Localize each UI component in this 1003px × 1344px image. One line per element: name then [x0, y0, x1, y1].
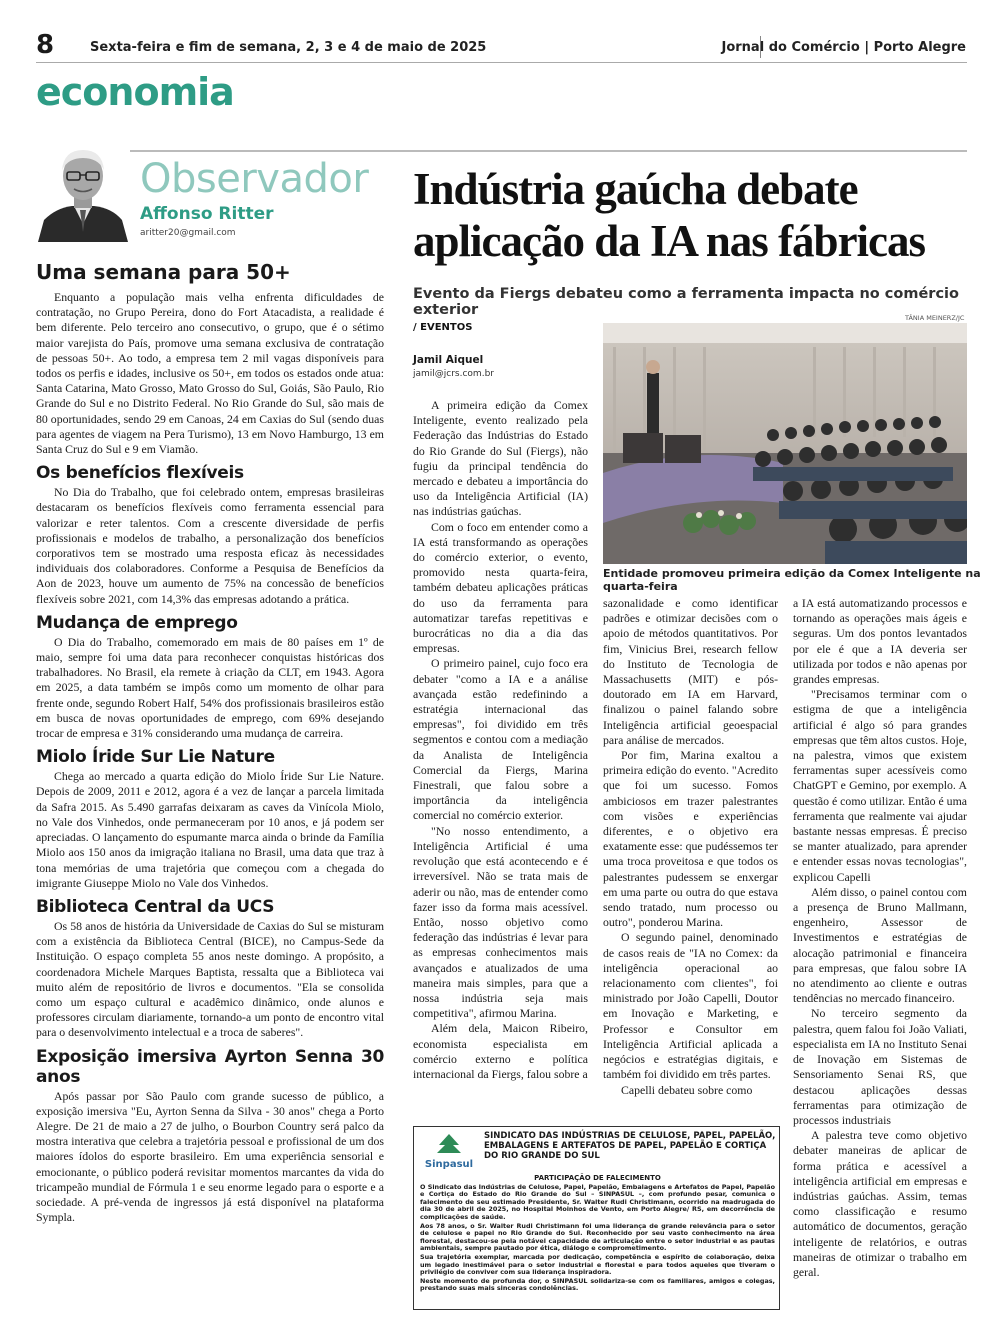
- section-title: economia: [36, 70, 234, 114]
- article-headline: Indústria gaúcha debate aplicação da IA nas fábricas: [413, 164, 926, 266]
- note-text: Os 58 anos de história da Universidade de Caxias do Sul se misturam com a existência da Biblioteca Central (BICE), no Campus-Sede da Instituição. O espaço completa 55 anos neste domingo. A propósito, a coordenadora Michele Marques Baptista, ressalta que a Biblioteca vai muito além de repositório de livros e documentos. "Ela se consolida como um espaço cultural e acadêmico dinâmico, onde alunos e professores circulam diariamente, tornando-a um ponto de encontro vital para o desenvolvimento intelectual e a troca de saberes".: [36, 918, 384, 1040]
- ad-subtitle: PARTICIPAÇÃO DE FALECIMENTO: [534, 1174, 661, 1182]
- sinpasul-logo: [420, 1133, 478, 1170]
- ad-body: [420, 1175, 775, 1294]
- photo-caption: Entidade promoveu primeira edição da Comex Inteligente na quarta-feira: [603, 567, 981, 593]
- article-paragraph: "No nosso entendimento, a Inteligência Artificial é uma revolução que está acontecendo e é irreversível. Não se trata mais de aderir ou não, mas de entender como fazer isso da forma mais acessível. Então, nosso objetivo como federação das indústrias é levar para as empresas conhecimentos mais avançados e atualizados de uma maneira mais simples, para que a nossa indústria seja mais competitiva", afirmou Marina.: [413, 823, 588, 1021]
- note-heading: Exposição imersiva Ayrton Senna 30 anos: [36, 1046, 384, 1087]
- article-tag[interactable]: / EVENTOS: [413, 322, 473, 333]
- article-paragraph: A palestra teve como objetivo debater maneiras de aplicar de forma prática e acessível a inteligência artificial em empresas e indústrias gaúchas. Assim, temas como classificação e resumo automático de documentos, geração inteligente de relatórios, e outras maneiras de otimizar o trabalho em geral.: [793, 1128, 967, 1279]
- column-heading: Uma semana para 50+: [36, 260, 291, 284]
- photo-credit: TÂNIA MEINERZ/JC: [905, 314, 965, 322]
- header-rule: [36, 62, 967, 63]
- columnist-name: Affonso Ritter: [140, 204, 274, 224]
- note-text: Após passar por São Paulo com grande sucesso de público, a exposição imersiva "Eu, Ayrton Senna da Silva - 30 anos" chega a Porto Alegre. De 21 de maio a 27 de julho, o Bourbon Country será palco da mostra interativa que celebra a trajetória pessoal e profissional de um dos maiores ídolos do esporte brasileiro. Em uma experiência sensorial e emocionante, o público poderá revisitar momentos marcantes da vida do tricampeão mundial de Fórmula 1 e seu enorme legado para o esporte e a sociedade. A pré-venda de ingressos já está disponível na plataforma Sympla.: [36, 1088, 384, 1225]
- note-heading: Os benefícios flexíveis: [36, 463, 244, 484]
- article-paragraph: Capelli debateu sobre como: [621, 1082, 753, 1097]
- column-body: [36, 260, 384, 1225]
- column-intro: Enquanto a população mais velha enfrenta dificuldades de contratação, no Grupo Pereira, dono do Fort Atacadista, a realidade é bem diferente. Pelo terceiro ano consecutivo, o grupo, que é o sétimo maior varejista do País, promove uma semana exclusiva de contratação de pessoas 50+. Ao todo, a empresa tem 2 mil vagas disponíveis para todos os perfis e idades, inclusive os 50+, em todos os estados onde atua: Santa Catarina, Mato Grosso, Mato Grosso do Sul, Goiás, São Paulo, Rio Grande do Sul e no Distrito Federal. No Rio Grande do Sul, são mais de 80 oportunidades, sendo 29 em Canoas, 24 em Caxias do Sul (sendo duas para agentes de viagem na Pera Turismo), 13 em Novo Hamburgo, 13 em Santa Cruz do Sul e 9 em Viamão.: [36, 290, 384, 457]
- article-subheadline: Evento da Fiergs debateu como a ferramenta impacta no comércio exterior: [413, 286, 959, 318]
- ad-header: SINDICATO DAS INDÚSTRIAS DE CELULOSE, PAPEL, PAPELÃO, EMBALAGENS E ARTEFATOS DE PAPEL, PAPELÃO E CORTIÇA DO RIO GRANDE DO SUL: [484, 1131, 776, 1161]
- note-heading: Miolo Íride Sur Lie Nature: [36, 747, 275, 768]
- columnist-photo: [36, 142, 130, 242]
- article-paragraph: No terceiro segmento da palestra, quem falou foi João Valiati, especialista em IA no Instituto Senai de Inovação em Sistemas de Sensoriamento Senai RS, que destacou aplicações dessas ferramentas para otimização de processos industriais: [793, 1006, 967, 1127]
- ad-paragraph: O Sindicato das Indústrias de Celulose, Papel, Papelão, Embalagens e Artefatos de Papel, Papelão e Cortiça do Estado do Rio Grande do Sul – SINPASUL –, com profundo pesar, comunica o falecimento de seu estimado Presidente, Sr. Walter Rudi Christimann, ocorrido na madrugada do dia 30 de abril de 2025, no Hospital Moinhos de Vento, em Porto Alegre/ RS, em decorrência de complicações de saúde.: [420, 1182, 775, 1221]
- ad-paragraph: Aos 78 anos, o Sr. Walter Rudi Christimann foi uma liderança de grande relevância para o setor de celulose e papel no Rio Grande do Sul. Reconhecido por seu vasto conhecimento na área florestal, destacou-se pela notável capacidade de articulação entre o setor industrial e as pautas ambientais, sempre pautado por ética, diálogo e comprometimento.: [420, 1221, 775, 1253]
- article-column-2: [603, 596, 778, 1098]
- tree-icon: [429, 1133, 469, 1155]
- logo-text: Sinpasul: [424, 1159, 474, 1170]
- article-paragraph: a IA está automatizando processos e tornando as operações mais ágeis e seguras. Um dos pontos levantados por ele é que a IA deveria ser utilizada por todos e não apenas por grandes empresas.: [793, 596, 967, 687]
- note-heading: Biblioteca Central da UCS: [36, 896, 275, 917]
- article-paragraph: Por fim, Marina exaltou a primeira edição do evento. "Acredito que foi um sucesso. Fomos ambiciosos em trazer palestrantes com visões e experiências diferentes, e o objetivo era exatamente esse: que pudéssemos ter uma troca proveitosa e que todos os palestrantes pudessem se enxergar em uma parte ou outra do que estava sendo tratado, num processo ou outro", ponderou Marina.: [603, 748, 778, 930]
- section-rule: [36, 150, 967, 152]
- column-title: Observador: [140, 156, 369, 202]
- ad-paragraph: Neste momento de profunda dor, o SINPASUL solidariza-se com os familiares, amigos e colegas, prestando suas mais sinceras condolências.: [420, 1276, 775, 1293]
- article-paragraph: "Precisamos terminar com o estigma de que a inteligência artificial é algo só para grandes empresas que têm altos custos. Hoje, na palestra, vimos que existem ferramentas super acessíveis como ChatGPT e Gemino, por exemplo. A questão é como utilizar. Então é uma ferramenta que realmente vai ajudar bastante nessas empresas. É preciso se manter atualizado, para aprender e entender essas novas tecnologias", explicou Capelli: [793, 687, 967, 884]
- article-author: Jamil Aiquel: [413, 354, 484, 366]
- article-paragraph: sazonalidade e como identificar padrões e otimizar decisões com o apoio de métodos quantitativos. Por fim, Vinicius Brei, research fellow do Instituto de Tecnologia de Massachusetts (MIT) e pós-doutorado em IA em Harvard, finalizou o painel falando sobre Inteligência artificial geoespacial para análise de mercados.: [603, 596, 778, 747]
- article-author-email[interactable]: jamil@jcrs.com.br: [413, 369, 494, 379]
- article-column-3: [793, 596, 967, 1280]
- article-paragraph: Além disso, o painel contou com a presença de Bruno Mallmann, engenheiro, Assessor de Investimentos e estratégias de alocação patrimonial e financeira para empresas, que falou sobre IA no atendimento ao cliente e outras tendências no mercado financeiro.: [793, 884, 967, 1006]
- article-paragraph: A primeira edição da Comex Inteligente, evento realizado pela Federação das Indústrias do Estado do Rio Grande do Sul (Fiergs), não fugiu da principal tendência do mercado e debateu a importância do uso da Inteligência Artificial (IA) nas indústrias gaúchas.: [413, 398, 588, 519]
- article-column-1: [413, 398, 588, 1082]
- edition-date: Sexta-feira e fim de semana, 2, 3 e 4 de maio de 2025: [90, 40, 487, 55]
- article-paragraph: Além dela, Maicon Ribeiro, economista especialista em comércio externo e política internacional da Fiergs, falou sobre a: [413, 1021, 588, 1081]
- article-paragraph: O segundo painel, denominado de casos reais de "IA no Comex: da inteligência operacional ao relacionamento com clientes", foi ministrado por João Capelli, Doutor em Inovação e Marketing, e Professor e Consultor em Inteligência Artificial aplicada a negócios e estratégias digitais, e também foi dividido em três partes.: [603, 930, 778, 1082]
- page-number: 8: [36, 30, 55, 60]
- newspaper-name: Jornal do Comércio | Porto Alegre: [721, 40, 966, 55]
- event-photo: [603, 323, 967, 564]
- note-text: No Dia do Trabalho, que foi celebrado ontem, empresas brasileiras destacaram os benefícios flexíveis como ferramenta essencial para valorizar e reter talentos. Com a crescente diversidade de perfis profissionais e modelos de trabalho, a personalização dos benefícios corporativos tem se mostrado uma resposta eficaz às necessidades individuais dos colaboradores. Conforme a Pesquisa de Benefícios da Aon de 2023, houve um aumento de 75% na concessão de benefícios flexíveis sobre 2021, com 14,3% das empresas adotando a prática.: [36, 485, 384, 606]
- article-paragraph: Com o foco em entender como a IA está transformando as operações do comércio exterior, o evento, promovido nesta quarta-feira, também debateu aplicações práticas do uso da ferramenta para automatizar tarefas repetitivas e burocráticas no dia a dia das empresas.: [413, 519, 588, 656]
- note-text: O Dia do Trabalho, comemorado em mais de 80 países em 1º de maio, sempre foi uma data para reconhecer conquistas históricas dos trabalhadores. No Brasil, ela remete à criação da CLT, em 1943. Agora em 2025, a data também se impôs como um momento de olhar para frente onde, segundo Robert Half, 54% dos profissionais brasileiros estão em busca de novas oportunidades de emprego, com 69% desejando trocar de empresa e 31% considerando uma mudança de carreira.: [36, 634, 384, 741]
- note-text: Chega ao mercado a quarta edição do Miolo Íride Sur Lie Nature. Depois de 2009, 2011 e 2012, agora é a vez de lançar a parcela limitada da Safra 2015. As 5.490 garrafas deixaram as caves da Vinícola Miolo, no Vale dos Vinhedos, onde permaneceram por 10 anos, e já podem ser apreciadas. O lançamento do espumante marca ainda o brinde da Família Miolo aos 150 anos da imigração italiana no Brasil, uma data que traz à tona memórias de uma trajetória que começou com a chegada do imigrante Giuseppe Miolo no Vale dos Vinhedos.: [36, 769, 384, 890]
- obituary-notice: [413, 1126, 780, 1310]
- article-paragraph: O primeiro painel, cujo foco era debater "como a IA e a análise avançada estão redefinindo a estratégia internacional das empresas", foi dividido em três segmentos e contou com a mediação da Analista de Inteligência Comercial da Fiergs, Marina Finestrali, que falou sobre a importância da inteligência comercial no comércio exterior.: [413, 656, 588, 823]
- columnist-email[interactable]: aritter20@gmail.com: [140, 228, 236, 238]
- ad-paragraph: Sua trajetória exemplar, marcada por dedicação, competência e espírito de colaboração, deixa um legado inestimável para o setor industrial e florestal e para todos aqueles que tiveram o privilégio de conviver com sua liderança inspiradora.: [420, 1252, 775, 1277]
- note-heading: Mudança de emprego: [36, 612, 238, 633]
